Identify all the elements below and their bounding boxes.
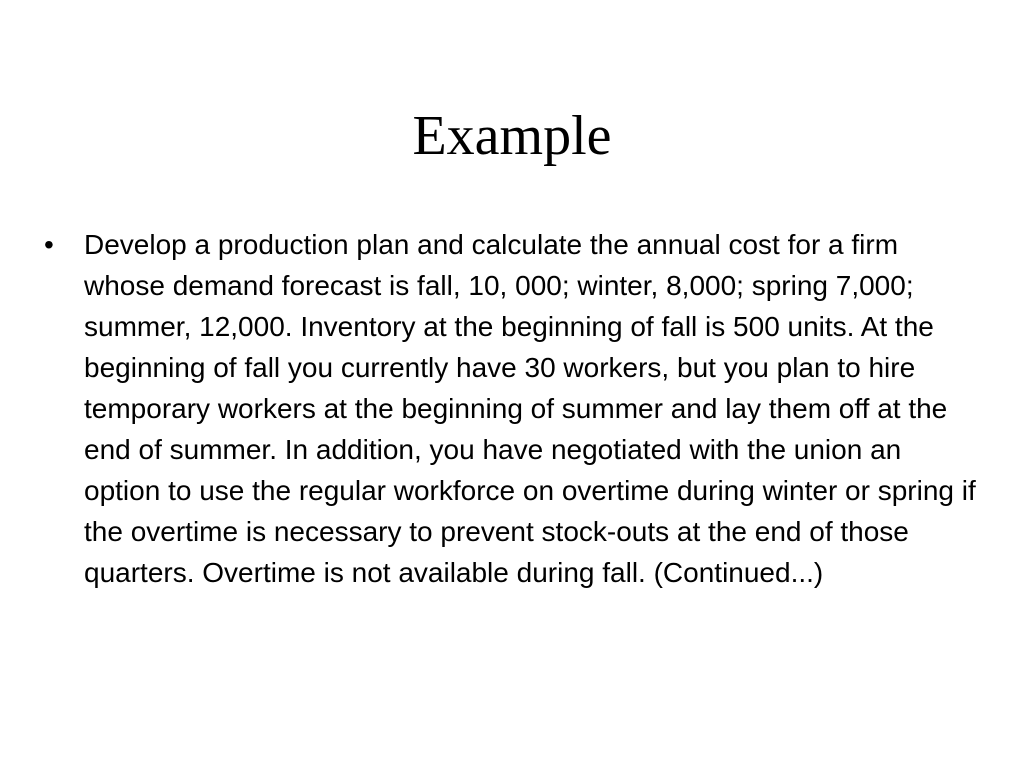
- bullet-list: [44, 224, 984, 593]
- bullet-text: Develop a production plan and calculate the annual cost for a firm whose demand forecast is fall, 10, 000; winter, 8,000; spring 7,000; summer, 12,000. Inventory at the beginning of fall is 500 units. At the beginning of fall you currently have 30 workers, but you plan to hire temporary workers at the beginning of summer and lay them off at the end of summer. In addition, you have negotiated with the union an option to use the regular workforce on overtime during winter or spring if the overtime is necessary to prevent stock-outs at the end of those quarters. Overtime is not available during fall. (Continued...): [84, 229, 976, 588]
- bullet-item: [44, 224, 984, 593]
- slide-title: Example: [412, 105, 612, 167]
- bullet-marker: •: [44, 229, 54, 260]
